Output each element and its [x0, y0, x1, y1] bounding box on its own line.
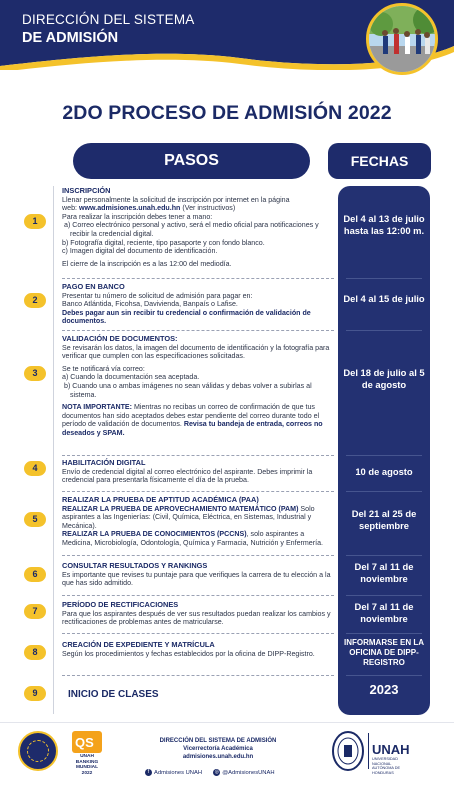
separator	[62, 455, 334, 456]
separator	[62, 595, 334, 596]
step-3	[62, 335, 332, 438]
step-number-4: 4	[24, 461, 46, 476]
footer-office: DIRECCIÓN DEL SISTEMA DE ADMISIÓN	[159, 738, 277, 744]
step-title: PERÍODO DE RECTIFICACIONES	[62, 600, 179, 609]
unah-subtitle: UNIVERSIDAD NACIONAL AUTÓNOMA DE HONDURAS	[372, 757, 401, 775]
step-8-date: INFORMARSE EN LA OFICINA DE DIPP-REGISTRO	[344, 638, 424, 667]
step-item: b) Cuando una o ambas imágenes no sean válidas y debas volver a subirlas al sistema.	[64, 381, 312, 399]
instagram-handle[interactable]: @AdmisionesUNAH	[222, 770, 275, 777]
step-text: Banco Atlántida, Ficohsa, Davivienda, Banpaís o Lafise.	[62, 300, 238, 309]
footer-info	[118, 737, 318, 761]
date-separator	[346, 491, 422, 492]
step-item: b) Fotografía digital, reciente, tipo pasaporte y con fondo blanco.	[62, 238, 265, 247]
date-separator	[346, 675, 422, 676]
instagram-icon: ◎	[214, 769, 219, 775]
step-text-bold: Debes pagar aun sin recibir tu credencial o confirmación de validación de documentos.	[62, 308, 311, 326]
separator	[62, 491, 334, 492]
step-item: c) Imagen digital del documento de identificación.	[62, 247, 218, 256]
step-text: Presentar tu número de solicitud de admisión para pagar en:	[62, 291, 253, 300]
step-8	[62, 641, 332, 658]
page-title: 2DO PROCESO DE ADMISIÓN 2022	[62, 102, 392, 124]
step-number-9: 9	[24, 686, 46, 701]
footer-vice: Vicerrectoría Académica	[183, 746, 253, 752]
step-text: Llenar personalmente la solicitud de inscripción por internet en la página	[62, 195, 290, 204]
step-3-date: Del 18 de julio al 5 de agosto	[343, 367, 425, 390]
step-number-1: 1	[24, 214, 46, 229]
step-text: El cierre de la inscripción es a las 12:00 del mediodía.	[62, 259, 232, 268]
step-6	[62, 562, 332, 588]
step-9-date: 2023	[369, 682, 399, 697]
admissions-seal-logo	[18, 731, 58, 771]
separator	[62, 555, 334, 556]
step-number-3: 3	[24, 366, 46, 381]
separator	[62, 675, 334, 676]
footer-divider	[0, 722, 454, 723]
date-separator	[346, 555, 422, 556]
step-1-date: Del 4 al 13 de julio hasta las 12:00 m.	[343, 213, 425, 236]
header-photo	[366, 3, 438, 75]
step-title: HABILITACIÓN DIGITAL	[62, 458, 146, 467]
separator	[62, 330, 334, 331]
step-number-7: 7	[24, 604, 46, 619]
step-number-8: 8	[24, 645, 46, 660]
step-2	[62, 283, 332, 326]
step-text: Para que los aspirantes después de ver sus resultados puedan realizar los cambios y rectificaciones de problemas antes de matricularse.	[62, 609, 331, 627]
step-title: REALIZAR LA PRUEBA DE APTITUD ACADÉMICA (PAA)	[62, 495, 259, 504]
dates-column	[338, 186, 430, 715]
step-text: Envío de credencial digital al correo electrónico del aspirante. Debes imprimir la credencial para presentarla físicamente el día de la prueba.	[62, 467, 313, 485]
separator	[62, 633, 334, 634]
step-7	[62, 601, 332, 627]
unah-wordmark: UNAH	[372, 742, 410, 757]
step-title: PAGO EN BANCO	[62, 282, 125, 291]
step-1	[62, 187, 332, 268]
step-text: Para realizar la inscripción debes tener a mano:	[62, 212, 213, 221]
steps-column-header: PASOS	[73, 143, 310, 179]
facebook-handle[interactable]: Admisiones UNAH	[154, 770, 202, 777]
step-number-5: 5	[24, 512, 46, 527]
footer-logo-divider	[368, 733, 369, 769]
step-title: INSCRIPCIÓN	[62, 186, 111, 195]
step-note: NOTA IMPORTANTE: Mientras no recibas un correo de confirmación de que tus documentos han sido aceptados debes estar pendiente del correo durante todo el período de validación de documentos. Revisa tu bandeja de entrada, correos no deseados y SPAM.	[62, 403, 323, 437]
step-5-date: Del 21 al 25 de septiembre	[351, 508, 417, 531]
step-number-6: 6	[24, 567, 46, 582]
step-text: Es importante que revises tu puntaje para que verifiques la carrera de tu elección a la que has sido admitido.	[62, 570, 331, 588]
separator	[62, 278, 334, 279]
footer-social	[145, 769, 275, 776]
step-text: REALIZAR LA PRUEBA DE CONOCIMIENTOS (PCCNS), solo aspirantes a Medicina, Microbiología, Odontología, Química y Farmacia, Nutrición y Enfermería.	[62, 530, 323, 547]
footer-website[interactable]: admisiones.unah.edu.hn	[182, 754, 254, 760]
date-separator	[346, 330, 422, 331]
step-number-2: 2	[24, 293, 46, 308]
step-5	[62, 496, 332, 548]
header-line-1: DIRECCIÓN DEL SISTEMA	[22, 12, 195, 27]
step-2-date: Del 4 al 15 de julio	[343, 293, 425, 304]
website-link[interactable]: www.admisiones.unah.edu.hn	[78, 204, 181, 213]
step-item: a) Correo electrónico personal y activo, será el medio oficial para notificaciones y recibir la credencial digital.	[64, 221, 319, 238]
date-separator	[346, 633, 422, 634]
step-text: Se revisarán los datos, la imagen del documento de identificación y la fotografía para verificar que cumplen con las especificaciones solicitadas.	[62, 343, 330, 361]
step-9-title: INICIO DE CLASES	[68, 689, 159, 700]
step-text: REALIZAR LA PRUEBA DE APROVECHAMIENTO MATEMÁTICO (PAM) Solo aspirantes a las Ingenierías: (Civil, Química, Eléctrica, en Sistemas, Industrial y Mecánica).	[62, 504, 315, 530]
step-title: CONSULTAR RESULTADOS Y RANKINGS	[62, 561, 208, 570]
step-title: CREACIÓN DE EXPEDIENTE Y MATRÍCULA	[62, 640, 215, 649]
timeline-line	[53, 186, 54, 714]
step-4-date: 10 de agosto	[355, 466, 413, 477]
step-web-line: web: www.admisiones.unah.edu.hn (Ver instructivos)	[62, 204, 236, 213]
unah-seal-icon	[332, 731, 364, 771]
step-7-date: Del 7 al 11 de noviembre	[354, 601, 414, 624]
date-separator	[346, 455, 422, 456]
step-text: Según los procedimientos y fechas establecidos por la oficina de DIPP-Registro.	[62, 649, 315, 658]
step-title: VALIDACIÓN DE DOCUMENTOS:	[62, 334, 178, 343]
step-6-date: Del 7 al 11 de noviembre	[354, 561, 414, 584]
header-line-2: DE ADMISIÓN	[22, 30, 119, 46]
date-separator	[346, 278, 422, 279]
qs-ranking-logo	[72, 731, 102, 753]
date-separator	[346, 595, 422, 596]
step-item: a) Cuando la documentación sea aceptada.	[62, 373, 200, 382]
qs-ranking-text: UNAH BANKING MUNDIAL 2022	[75, 754, 99, 776]
facebook-icon: f	[145, 769, 152, 776]
dates-column-header: FECHAS	[328, 143, 431, 179]
svg-text:QS: QS	[75, 735, 94, 750]
step-text: Se te notificará vía correo:	[62, 364, 145, 373]
step-4	[62, 459, 332, 485]
